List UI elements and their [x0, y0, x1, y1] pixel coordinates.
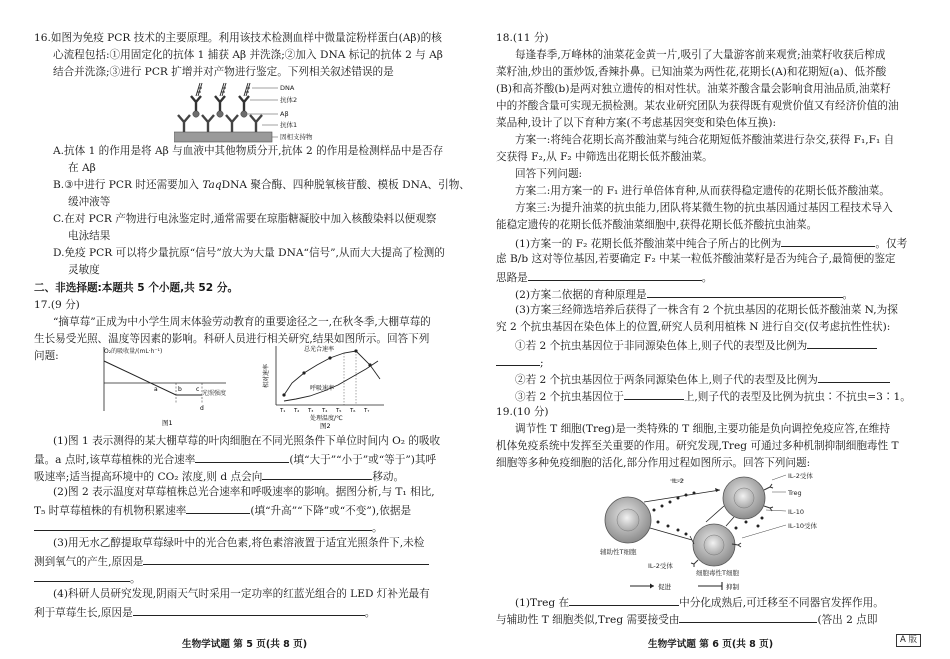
- q17-sub2-line1: (2)图 2 表示温度对草莓植株总光合速率和呼吸速率的影响。据图分析,与 T₁ 相比,: [53, 486, 435, 498]
- q16-option-a: A.抗体 1 的作用是将 Aβ 与血液中其他物质分开,抗体 2 的作用是检测样品中是否存: [53, 145, 444, 157]
- q19-answer-blank-1[interactable]: [569, 593, 679, 606]
- q16-stem-line2: 心流程包括:①用固定化的抗体 1 捕获 Aβ 并洗涤;②加入 DNA 标记的抗体 2 与 Aβ: [53, 49, 443, 61]
- q18-para4: 中的芥酸含量可实现无损检测。某农业研究团队为获得既有观赏价值又有经济价值的油: [496, 100, 899, 112]
- q16-option-b: B.③中进行 PCR 时还需要加入 TaqDNA 聚合酶、四种脱氧核苷酸、模板 DNA、引物、: [53, 179, 470, 191]
- q17-answer-blank-1[interactable]: [195, 450, 289, 463]
- q19-para3: 细胞等多种免疫细胞的活化,部分作用过程如图所示。回答下列问题:: [496, 457, 811, 469]
- q17-para1: “摘草莓”正成为中小学生周末体验劳动教育的重要途径之一,在秋冬季,大棚草莓的: [53, 316, 431, 328]
- fig16-label-antibody1: 抗体1: [280, 121, 298, 129]
- fig19-label-il10-receptor: IL-10受体: [788, 522, 818, 530]
- fig16-label-dna: DNA: [280, 84, 295, 92]
- edition-badge: A 版: [896, 634, 921, 647]
- left-page: [34, 0, 470, 659]
- q17-para2: 生长易受光照、温度等因素的影响。科研人员进行相关研究,结果如图所示。回答下列: [34, 333, 430, 345]
- q17-answer-blank-2[interactable]: [262, 467, 372, 480]
- fig2-caption: 图2: [320, 422, 331, 429]
- q18-plan3: 方案三:为提升油菜的抗虫能力,团队将某微生物的抗虫基因通过基因工程技术导入: [515, 202, 893, 214]
- figure-1-chart: [96, 343, 256, 429]
- fig2-tick-t6: T₆: [350, 408, 356, 414]
- fig1-point-d: d: [200, 405, 204, 412]
- q18-answer-blank-1[interactable]: [781, 234, 875, 247]
- q19-sub1-line2: 与辅助性 T 细胞类似,Treg 需要接受由 (答出 2 点即: [496, 610, 877, 629]
- legend-promote: 促进: [658, 583, 671, 591]
- q16-stem-line3: 结合并洗涤;③进行 PCR 扩增并对产物进行鉴定。下列相关叙述错误的是: [53, 66, 394, 78]
- fig16-label-abeta: Aβ: [280, 110, 289, 118]
- fig19-label-cytotoxic-t: 细胞毒性T细胞: [696, 569, 739, 577]
- q16-option-b-cont: 缓冲液等: [68, 196, 111, 208]
- q18-plan1: 方案一:将纯合花期长高芥酸油菜与纯合花期短低芥酸油菜进行杂交,获得 F₁,F₁ 自: [515, 134, 895, 146]
- footer-page-6: 生物学试题 第 6 页(共 8 页): [648, 639, 774, 650]
- q17-answer-blank-3[interactable]: [186, 501, 250, 514]
- fig19-label-il2: IL-2: [672, 477, 684, 485]
- q18-para2: 菜籽油,炒出的蛋炒饭,香辣扑鼻。已知油菜为两性花,花期长(A)和花期短(a)、低芥酸: [496, 66, 887, 78]
- q18-answer-blank-4[interactable]: [807, 336, 877, 349]
- fig19-label-treg: Treg: [788, 489, 802, 497]
- q16-stem-line1: 16.如图为免疫 PCR 技术的主要原理。利用该技术检测血样中微量淀粉样蛋白(Aβ)的核: [34, 32, 442, 44]
- fig2-tick-t2: T₂: [294, 408, 300, 414]
- q17-sub4-line1: (4)科研人员研究发现,阴雨天气时采用一定功率的红蓝光组合的 LED 灯补光最有: [53, 588, 430, 600]
- q16-option-c-cont: 电泳结果: [68, 230, 111, 242]
- legend-inhibit: 抑制: [726, 583, 739, 591]
- section-two-heading: 二、非选择题:本题共 5 个小题,共 52 分。: [34, 282, 239, 294]
- q19-para1: 调节性 T 细胞(Treg)是一类特殊的 T 细胞,主要功能是负向调控免疫应答,在维持: [515, 423, 890, 435]
- q17-sub3-line3: 。: [34, 569, 141, 588]
- q17-sub1-line3: 吸速率;适当提高环境中的 CO₂ 浓度,则 d 点会向 移动。: [34, 467, 404, 486]
- q18-para1: 每逢春季,万峰林的油菜花金黄一片,吸引了大量游客前来观赏;油菜籽收获后榨成: [515, 49, 886, 61]
- q18-sub3-line2: 究 2 个抗虫基因在染色体上的位置,研究人员利用植株 N 进行自交(仅考虑抗性性状):: [496, 321, 891, 333]
- q18-plan1-cont: 交获得 F₂,从 F₂ 中筛选出花期长低芥酸油菜。: [496, 151, 713, 163]
- q18-answer-blank-3[interactable]: [647, 285, 843, 298]
- q16-option-d-cont: 灵敏度: [68, 264, 100, 276]
- fig19-label-il10: IL-10: [788, 508, 805, 516]
- q19-heading: 19.(10 分): [496, 406, 549, 418]
- fig19-label-helper-t: 辅助性T细胞: [600, 548, 637, 556]
- q18-sub3-case2: ②若 2 个抗虫基因位于两条同源染色体上,则子代的表型及比例为: [515, 370, 890, 389]
- q18-sub3-line1: (3)方案三经筛选培养后获得了一株含有 2 个抗虫基因的花期长低芥酸油菜 N,为探: [515, 304, 898, 316]
- fig19-label-il2-receptor-2: IL-2受体: [648, 562, 673, 570]
- q18-sub3-case1: ①若 2 个抗虫基因位于非同源染色体上,则子代的表型及比例为: [515, 336, 877, 355]
- q17-answer-blank-6[interactable]: [34, 569, 130, 582]
- footer-page-5: 生物学试题 第 5 页(共 8 页): [182, 639, 308, 650]
- right-page: [496, 0, 918, 659]
- figure-2-chart: [262, 343, 392, 429]
- q17-sub1-line2: 量。a 点时,该草莓植株的光合速率 (填“大于”“小于”或“等于”)其呼: [34, 450, 436, 469]
- q18-sub3-case1-cont: ;: [496, 353, 544, 372]
- fig2-xlabel: 处理温度/℃: [310, 415, 343, 422]
- fig2-tick-t3: T₃: [308, 408, 314, 414]
- q18-sub2: (2)方案二依据的育种原理是 。: [515, 285, 853, 304]
- q18-heading: 18.(11 分): [496, 32, 549, 44]
- fig16-label-antibody2: 抗体2: [280, 96, 298, 104]
- q19-sub1-line1: (1)Treg 在 中分化成熟后,可迁移至不同器官发挥作用。: [515, 593, 884, 612]
- q17-answer-blank-7[interactable]: [133, 603, 365, 616]
- q17-sub2-line2: T₅ 时草莓植株的有机物积累速率 (填“升高”“下降”或“不变”),依据是: [34, 501, 411, 520]
- q18-answer-blank-5[interactable]: [496, 353, 540, 366]
- q17-heading: 17.(9 分): [34, 299, 80, 311]
- q18-para5: 菜品种,设计了以下育种方案(不考虑基因突变和染色体互换):: [496, 117, 777, 129]
- q17-sub2-line3: 。: [34, 518, 383, 537]
- fig1-caption: 图1: [162, 419, 173, 427]
- fig19-legend: [628, 579, 768, 593]
- fig1-point-b: b: [178, 386, 182, 393]
- q16-option-a-cont: 在 Aβ: [68, 162, 96, 174]
- q17-answer-blank-4[interactable]: [34, 518, 372, 531]
- q17-sub1-line1: (1)图 1 表示测得的某大棚草莓的叶肉细胞在不同光照条件下单位时间内 O₂ 的吸收: [53, 435, 441, 447]
- q17-answer-blank-5[interactable]: [143, 552, 429, 565]
- q17-para3: 问题:: [34, 350, 59, 362]
- fig1-xlabel: 光照强度: [202, 390, 227, 397]
- q18-sub1-line2: 虑 B/b 这对等位基因,若要确定 F₂ 中某一粒低芥酸油菜籽是否为纯合子,最简便的鉴定: [496, 253, 896, 265]
- q18-para3: (B)和高芥酸(b)是两对独立遗传的相对性状。油菜芥酸含量会影响食用油品质,油菜籽: [496, 83, 891, 95]
- q18-answer-prompt: 回答下列问题:: [515, 168, 583, 180]
- q17-sub3-line1: (3)用无水乙醇提取草莓绿叶中的光合色素,将色素溶液置于适宜光照条件下,未检: [53, 537, 425, 549]
- q18-sub1-line3: 思路是 。: [496, 268, 712, 287]
- fig2-tick-t7: T₇: [364, 408, 370, 414]
- fig2-total-label: 总光合速率: [304, 346, 335, 353]
- solid-support-shape: [174, 132, 272, 142]
- fig1-point-a: a: [154, 386, 158, 393]
- q16-option-d: D.免疫 PCR 可以将少量抗原“信号”放大为大量 DNA“信号”,从而大大提高了检测的: [53, 247, 445, 259]
- fig2-ylabel: 相对速率: [263, 363, 270, 388]
- q18-answer-blank-7[interactable]: [624, 387, 684, 400]
- q17-sub3-line2: 测到氧气的产生,原因是: [34, 552, 429, 571]
- q19-answer-blank-2[interactable]: [679, 610, 817, 623]
- q18-plan2: 方案二:用方案一的 F₁ 进行单倍体育种,从而获得稳定遗传的花期长低芥酸油菜。: [515, 185, 890, 197]
- q18-sub1-line1: (1)方案一的 F₂ 花期长低芥酸油菜中纯合子所占的比例为 。仅考: [515, 234, 907, 253]
- fig2-tick-t1: T₁: [280, 408, 286, 414]
- fig16-label-support: 固相支持物: [280, 133, 313, 141]
- q18-answer-blank-6[interactable]: [818, 370, 890, 383]
- fig2-resp-label: 呼吸速率: [310, 385, 335, 392]
- fig1-point-c: c: [196, 386, 200, 393]
- q17-sub4-line2: 利于草莓生长,原因是 。: [34, 603, 375, 622]
- fig2-tick-t4: T₄: [322, 408, 328, 414]
- fig2-tick-t5: T₅: [336, 408, 342, 414]
- q16-option-c: C.在对 PCR 产物进行电泳鉴定时,通常需要在琼脂糖凝胶中加入核酸染料以便观察: [53, 213, 437, 225]
- q19-para2: 机体免疫系统中发挥至关重要的作用。研究发现,Treg 可通过多种机制抑制细胞毒性 T: [496, 440, 899, 452]
- q18-sub3-case3: ③若 2 个抗虫基因位于 上,则子代的表型及比例为抗虫∶不抗虫=3∶1。: [515, 387, 911, 406]
- fig19-label-il2-receptor: IL-2受体: [788, 472, 813, 480]
- fig1-ylabel: O₂的吸收量/(mL·h⁻¹): [104, 348, 163, 355]
- treg-mechanism-figure: [586, 470, 836, 578]
- q18-plan3-cont: 能稳定遗传的花期长低芥酸油菜细胞中,获得花期长低芥酸抗虫油菜。: [496, 219, 818, 231]
- immuno-pcr-figure: [174, 80, 324, 146]
- q18-answer-blank-2[interactable]: [528, 268, 702, 281]
